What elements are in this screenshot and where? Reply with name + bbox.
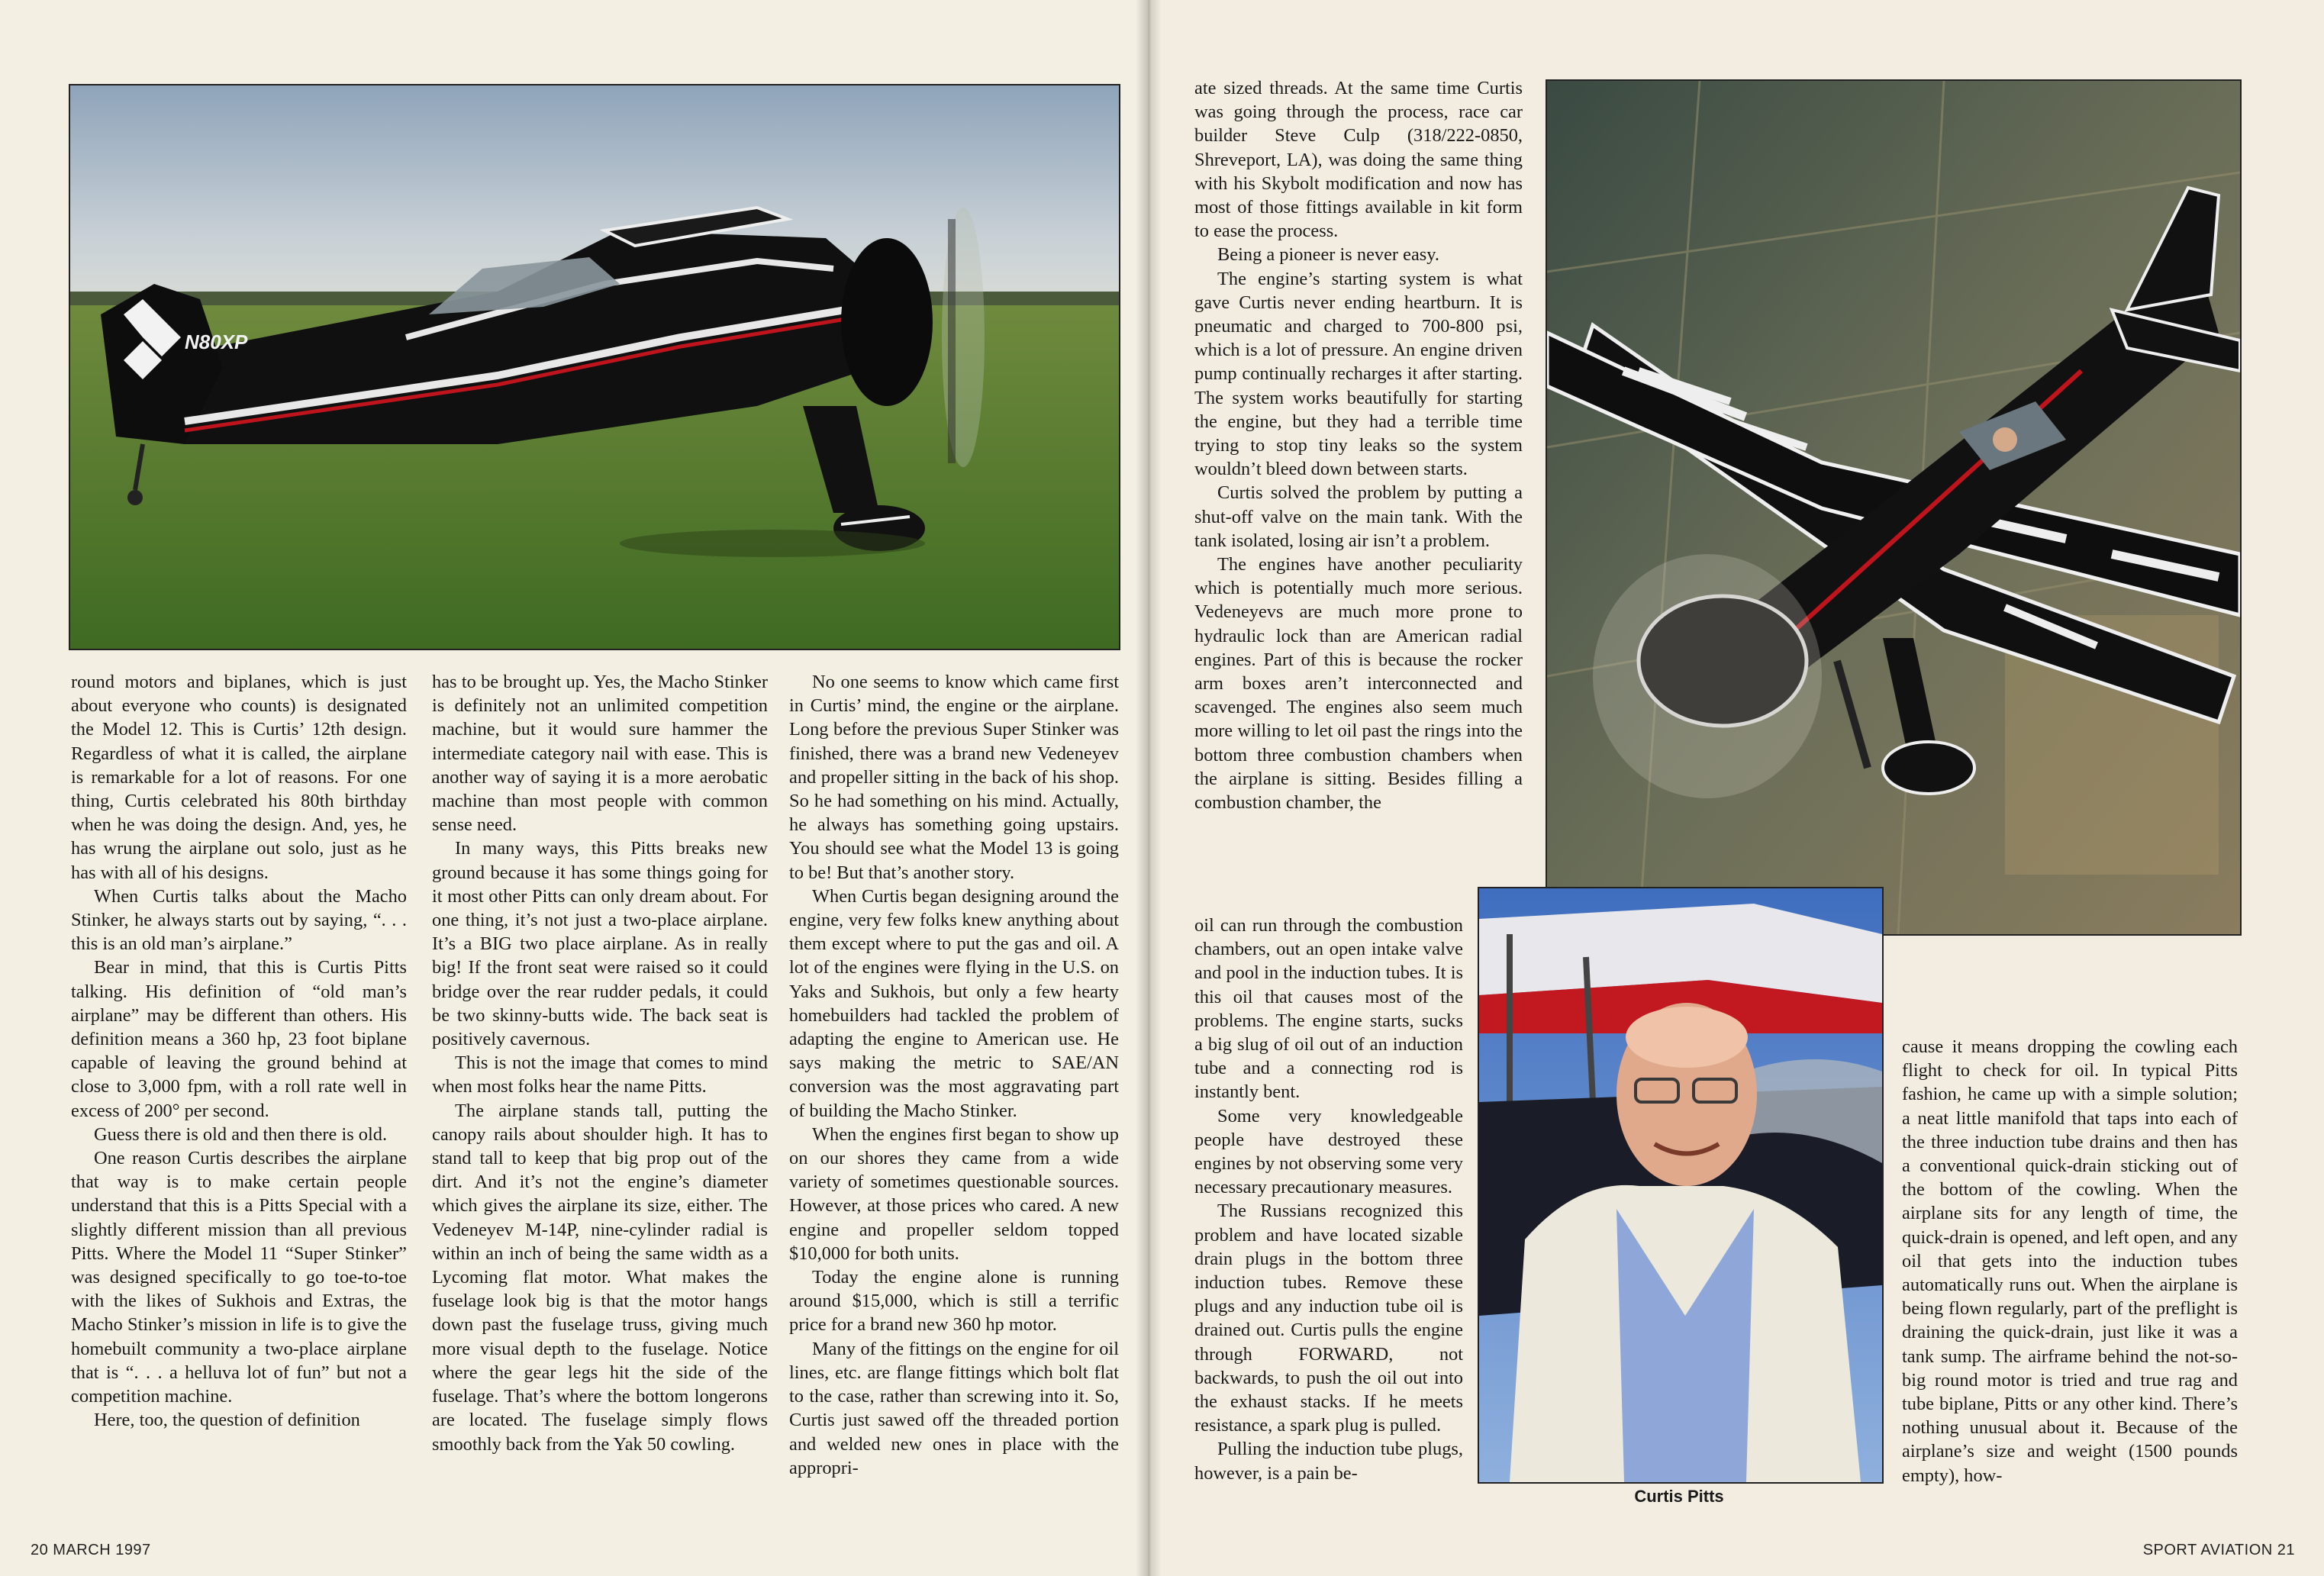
plane-on-grass-photo bbox=[69, 84, 1120, 650]
paragraph: Pulling the induction tube plugs, however, is a pain be- bbox=[1194, 1439, 1463, 1484]
paragraph: Some very knowledgeable people have destroyed these engines by not observing some very necessary precautionary measures. bbox=[1194, 1105, 1463, 1198]
biplane-flight-image bbox=[1547, 81, 2240, 934]
left-page bbox=[0, 0, 1149, 1576]
paragraph: The engines have another peculiarity which is potentially much more serious. Vedeneyevs are much more prone to hydraulic lock than are American radial engines. Part of this is because the rocker arm boxes aren’t interconnected and scavenged. The engines also seem much more willing to let oil past the rings into the bottom three combustion chambers when the airplane is sitting. Besides filling a combustion chamber, the bbox=[1194, 554, 1523, 814]
left-column-3 bbox=[789, 670, 1119, 1480]
paragraph: When the engines first began to show up on our shores they came from a wide variety of sometimes questionable sources. However, at those prices who cared. A new engine and propeller seldom topped $10,000 for both units. bbox=[789, 1123, 1119, 1264]
page-gutter bbox=[1136, 0, 1162, 1576]
paragraph: Curtis solved the problem by putting a shut-off valve on the main tank. With the tank isolated, losing air isn’t a problem. bbox=[1194, 482, 1523, 551]
paragraph: Many of the fittings on the engine for oil lines, etc. are flange fittings which bolt flat to the case, rather than screwing into it. So, Curtis just sawed off the threaded portion and welded new ones in place with the appropri- bbox=[789, 1338, 1119, 1478]
paragraph: cause it means dropping the cowling each flight to check for oil. In typical Pitts fashion, he came up with a simple solution; a neat little manifold that taps into each of the three induction tube drains and then has a conventional quick-drain sticking out of the bottom of the cowling. When the airplane sits for any length of time, the quick-drain is opened, and left open, and any oil that gets into the induction tubes automatically runs out. When the airplane is being flown regularly, part of the preflight is draining the quick-drain, just like it was a tank sump. The airframe behind the not-so-big round motor is tried and true rag and tube biplane, Pitts or any other kind. There’s nothing unusual about it. Because of the airplane’s size and weight (1500 pounds empty), how- bbox=[1902, 1036, 2238, 1486]
paragraph: In many ways, this Pitts breaks new ground because it has some things going for it most other Pitts can only dream about. For one thing, it’s not just a two-place airplane. It’s a BIG two place airplane. As in really big! If the front seat were raised so it could bridge over the rear rudder pedals, it could be two skinny-butts wide. The back seat is positively cavernous. bbox=[432, 838, 768, 1050]
right-column-1-top bbox=[1194, 76, 1523, 814]
right-column-1-narrow bbox=[1194, 914, 1463, 1485]
right-page bbox=[1149, 0, 2324, 1576]
paragraph: The engine’s starting system is what gave Curtis never ending heartburn. It is pneumatic and charged to 700-800 psi, which is a lot of pressure. An engine driven pump continually recharges it after starting. The system works beautifully for starting the engine, but they had a terrible time trying to stop tiny leaks so the system wouldn’t bleed down between starts. bbox=[1194, 268, 1523, 480]
paragraph: Bear in mind, that this is Curtis Pitts talking. His definition of “old man’s airplane” may be different than others. His definition means a 360 hp, 23 foot biplane capable of leaving the ground behind at close to 3,000 fpm, with a roll rate well in excess of 200° per second. bbox=[71, 957, 407, 1121]
paragraph: When Curtis began designing around the engine, very few folks knew anything about them except where to put the gas and oil. A lot of the engines were flying in the U.S. on Yaks and Sukhois, but only a few hearty homebuilders had tackled the problem of adapting the engine to American use. He says making the metric to SAE/AN conversion was the most aggravating part of building the Macho Stinker. bbox=[789, 885, 1119, 1121]
paragraph: Here, too, the question of definition bbox=[94, 1410, 360, 1431]
paragraph: oil can run through the combustion chambers, out an open intake valve and pool in the induction tubes. It is this oil that causes most of the problems. The engine starts, sucks a big slug of oil out of an induction tube and a connecting rod is instantly bent. bbox=[1194, 915, 1463, 1103]
paragraph: round motors and biplanes, which is just about everyone who counts) is designated the Model 12. This is Curtis’ 12th design. Regardless of what it is called, the airplane is remarkable for a lot of reasons. For one thing, Curtis celebrated his 80th birthday when he was doing the design. And, yes, he has wrung the airplane out solo, just as he has with all of his designs. bbox=[71, 672, 407, 883]
page-folio: 20 MARCH 1997 bbox=[31, 1542, 151, 1558]
paragraph: ate sized threads. At the same time Curtis was going through the process, race car builder Steve Culp (318/222-0850, Shreveport, LA), was doing the same thing with his Skybolt modification and now has most of those fittings available in kit form to ease the process. bbox=[1194, 78, 1523, 242]
left-column-2 bbox=[432, 670, 768, 1456]
registration-text: N80XP bbox=[185, 330, 248, 353]
paragraph: The airplane stands tall, putting the canopy rails about shoulder high. It has to stand tall to keep that big prop out of the dirt. And it’s not the engine’s diameter which gives the airplane its size, either. The Vedeneyev M-14P, nine-cylinder radial is within an inch of being the same width as a Lycoming flat motor. What makes the fuselage look big is that the motor hangs down past the fuselage truss, giving much more visual depth to the fuselage. Notice where the gear legs hit the side of the fuselage. That’s where the bottom longerons are located. The fuselage simply flows smoothly back from the Yak 50 cowling. bbox=[432, 1100, 768, 1455]
paragraph: Guess there is old and then there is old. bbox=[94, 1123, 388, 1145]
paragraph: One reason Curtis describes the airplane that way is to make certain people understand that this is a Pitts Special with a slightly different mission than all previous Pitts. Where the Model 11 “Super Stinker” was designed specifically to go toe-to-toe with the likes of Sukhois and Extras, the Macho Stinker’s mission in life is to give the homebuilt community a two-place airplane that is “. . . a helluva lot of fun” but not a competition machine. bbox=[71, 1148, 407, 1407]
paragraph: Being a pioneer is never easy. bbox=[1217, 244, 1439, 266]
paragraph: No one seems to know which came first in Curtis’ mind, the engine or the airplane. Long before the previous Super Stinker was finished, there was a brand new Vedeneyev and propeller sitting in the back of his shop. So he had something on his mind. Actually, he always has something going upstairs. You should see what the Model 13 is going to be! But that’s another story. bbox=[789, 672, 1119, 883]
right-column-2 bbox=[1902, 1035, 2238, 1487]
left-column-1 bbox=[71, 670, 407, 1433]
page-folio: SPORT AVIATION 21 bbox=[2142, 1542, 2295, 1558]
paragraph: has to be brought up. Yes, the Macho Stinker is definitely not an unlimited competition machine, but it would sure hammer the intermediate category nail with ease. This is another way of saying it is a more aerobatic machine than most people with common sense need. bbox=[432, 672, 768, 836]
paragraph: The Russians recognized this problem and have located sizable drain plugs in the bottom three induction tubes. Remove these plugs and any induction tube oil is drained out. Curtis pulls the engine through FORWARD, not backwards, to push the oil out into the exhaust stacks. If he meets resistance, a spark plug is pulled. bbox=[1194, 1201, 1463, 1436]
paragraph: Today the engine alone is running around $15,000, which is still a terrific price for a brand new 360 hp motor. bbox=[789, 1267, 1119, 1336]
photo-caption: Curtis Pitts bbox=[1634, 1487, 1724, 1506]
paragraph: When Curtis talks about the Macho Stinker, he always starts out by saying, “. . . this is an old man’s airplane.” bbox=[71, 885, 407, 955]
portrait-photo bbox=[1478, 887, 1884, 1484]
plane-in-flight-photo bbox=[1546, 79, 2242, 936]
paragraph: This is not the image that comes to mind when most folks hear the name Pitts. bbox=[432, 1052, 768, 1097]
curtis-pitts-portrait-image bbox=[1479, 888, 1882, 1482]
biplane-ground-image bbox=[70, 85, 1119, 649]
